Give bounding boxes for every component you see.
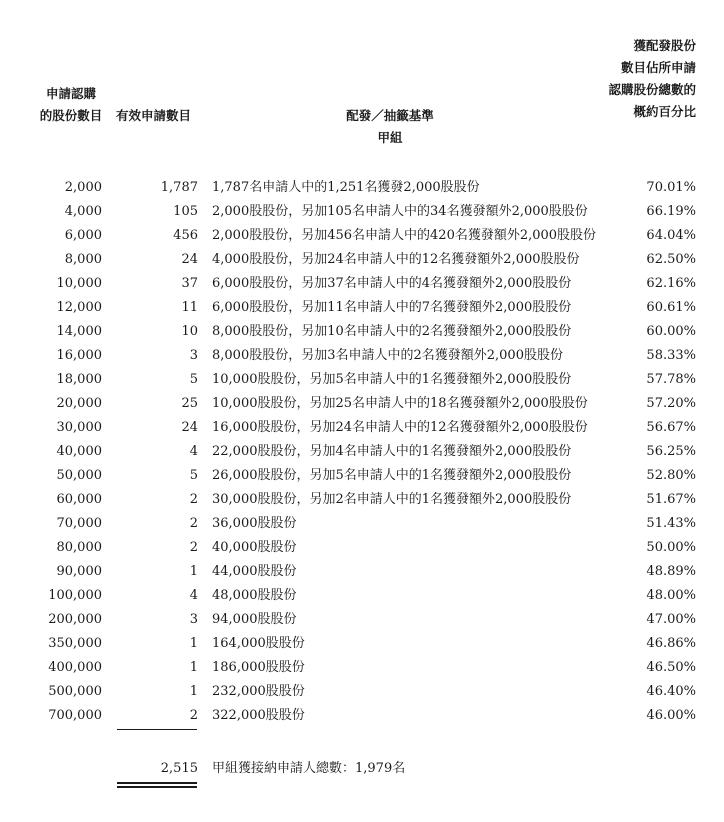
cell-shares: 10,000 (56, 276, 102, 291)
cell-shares: 400,000 (48, 660, 102, 675)
cell-shares: 6,000 (64, 228, 102, 243)
header-percentage (608, 35, 696, 123)
table-row (0, 656, 724, 680)
cell-shares: 18,000 (56, 372, 102, 387)
header-basis-line-2: 甲組 (377, 130, 403, 145)
total-row (0, 757, 724, 781)
cell-applications: 11 (181, 300, 198, 315)
cell-shares: 2,000 (64, 180, 102, 195)
table-row (0, 416, 724, 440)
cell-applications: 5 (189, 468, 198, 483)
cell-percentage: 50.00% (646, 540, 696, 555)
cell-applications: 1 (189, 636, 198, 651)
cell-applications: 25 (181, 396, 198, 411)
cell-percentage: 52.80% (646, 468, 696, 483)
cell-basis: 40,000股股份 (212, 540, 297, 555)
cell-shares: 350,000 (48, 636, 102, 651)
total-accepted-label: 甲組獲接納申請人總數：1,979名 (212, 761, 406, 776)
allocation-table (0, 176, 724, 728)
cell-basis: 1,787名申請人中的1,251名獲發2,000股股份 (212, 180, 480, 195)
cell-percentage: 60.00% (646, 324, 696, 339)
cell-shares: 12,000 (56, 300, 102, 315)
header-basis-line-1: 配發／抽籤基準 (346, 108, 434, 123)
cell-shares: 80,000 (56, 540, 102, 555)
cell-percentage: 46.40% (646, 684, 696, 699)
table-row (0, 536, 724, 560)
cell-percentage: 64.04% (646, 228, 696, 243)
cell-basis: 10,000股股份，另加25名申請人中的18名獲發額外2,000股股份 (212, 396, 588, 411)
cell-percentage: 60.61% (646, 300, 696, 315)
table-row (0, 704, 724, 728)
table-row (0, 488, 724, 512)
cell-basis: 322,000股股份 (212, 708, 305, 723)
cell-applications: 24 (181, 252, 198, 267)
header-shares-line-2: 的股份數目 (39, 108, 103, 123)
cell-shares: 700,000 (48, 708, 102, 723)
cell-shares: 30,000 (56, 420, 102, 435)
cell-basis: 164,000股股份 (212, 636, 305, 651)
cell-applications: 2 (189, 516, 198, 531)
cell-applications: 3 (189, 348, 198, 363)
table-row (0, 224, 724, 248)
cell-basis: 36,000股股份 (212, 516, 297, 531)
cell-applications: 24 (181, 420, 198, 435)
cell-basis: 22,000股股份，另加4名申請人中的1名獲發額外2,000股股份 (212, 444, 572, 459)
table-row (0, 320, 724, 344)
total-rule-double-bottom (117, 786, 197, 788)
cell-shares: 60,000 (56, 492, 102, 507)
cell-shares: 16,000 (56, 348, 102, 363)
total-rule-double-top (117, 782, 197, 784)
cell-applications: 2 (189, 708, 198, 723)
cell-percentage: 46.50% (646, 660, 696, 675)
cell-percentage: 48.00% (646, 588, 696, 603)
cell-percentage: 58.33% (646, 348, 696, 363)
cell-percentage: 56.25% (646, 444, 696, 459)
table-row (0, 368, 724, 392)
table-row (0, 440, 724, 464)
cell-basis: 30,000股股份，另加2名申請人中的1名獲發額外2,000股股份 (212, 492, 572, 507)
cell-basis: 48,000股股份 (212, 588, 297, 603)
cell-percentage: 46.00% (646, 708, 696, 723)
cell-applications: 10 (181, 324, 198, 339)
cell-applications: 5 (189, 372, 198, 387)
cell-percentage: 47.00% (646, 612, 696, 627)
cell-basis: 8,000股股份，另加10名申請人中的2名獲發額外2,000股股份 (212, 324, 572, 339)
table-row (0, 680, 724, 704)
header-pct-line-3: 認購股份總數的 (608, 82, 696, 97)
cell-basis: 94,000股股份 (212, 612, 297, 627)
header-valid-applications (116, 105, 191, 127)
header-pct-line-4: 概約百分比 (633, 104, 696, 119)
header-pct-line-2: 數目佔所申請 (620, 60, 696, 75)
cell-shares: 14,000 (56, 324, 102, 339)
cell-basis: 8,000股股份，另加3名申請人中的2名獲發額外2,000股股份 (212, 348, 563, 363)
total-applications: 2,515 (160, 761, 198, 776)
cell-basis: 6,000股股份，另加11名申請人中的7名獲發額外2,000股股份 (212, 300, 572, 315)
cell-applications: 2 (189, 540, 198, 555)
cell-shares: 200,000 (48, 612, 102, 627)
cell-shares: 4,000 (64, 204, 102, 219)
cell-basis: 44,000股股份 (212, 564, 297, 579)
cell-percentage: 66.19% (646, 204, 696, 219)
cell-basis: 6,000股股份，另加37名申請人中的4名獲發額外2,000股股份 (212, 276, 572, 291)
cell-percentage: 57.20% (646, 396, 696, 411)
cell-shares: 500,000 (48, 684, 102, 699)
table-row (0, 272, 724, 296)
cell-applications: 456 (173, 228, 198, 243)
cell-basis: 186,000股股份 (212, 660, 305, 675)
cell-applications: 37 (181, 276, 198, 291)
cell-basis: 232,000股股份 (212, 684, 305, 699)
cell-basis: 2,000股股份，另加456名申請人中的420名獲發額外2,000股股份 (212, 228, 597, 243)
table-row (0, 464, 724, 488)
total-rule-single (117, 729, 197, 730)
header-pct-line-1: 獲配發股份 (633, 38, 696, 53)
header-allocation-basis (320, 105, 460, 149)
table-row (0, 344, 724, 368)
cell-shares: 100,000 (48, 588, 102, 603)
cell-shares: 50,000 (56, 468, 102, 483)
table-row (0, 248, 724, 272)
cell-basis: 2,000股股份，另加105名申請人中的34名獲發額外2,000股股份 (212, 204, 588, 219)
table-row (0, 608, 724, 632)
table-row (0, 296, 724, 320)
cell-percentage: 70.01% (646, 180, 696, 195)
cell-percentage: 62.16% (646, 276, 696, 291)
cell-percentage: 57.78% (646, 372, 696, 387)
cell-shares: 20,000 (56, 396, 102, 411)
cell-applications: 1 (189, 660, 198, 675)
cell-applications: 3 (189, 612, 198, 627)
header-applications-line-1: 有效申請數目 (116, 108, 192, 123)
cell-basis: 26,000股股份，另加5名申請人中的1名獲發額外2,000股股份 (212, 468, 572, 483)
cell-applications: 1 (189, 684, 198, 699)
cell-percentage: 62.50% (646, 252, 696, 267)
cell-percentage: 51.67% (646, 492, 696, 507)
cell-shares: 70,000 (56, 516, 102, 531)
cell-percentage: 48.89% (646, 564, 696, 579)
table-row (0, 392, 724, 416)
cell-basis: 16,000股股份，另加24名申請人中的12名獲發額外2,000股股份 (212, 420, 588, 435)
header-shares-line-1: 申請認購 (45, 86, 96, 101)
cell-applications: 1 (189, 564, 198, 579)
cell-shares: 90,000 (56, 564, 102, 579)
cell-basis: 10,000股股份，另加5名申請人中的1名獲發額外2,000股股份 (212, 372, 572, 387)
table-row (0, 200, 724, 224)
cell-shares: 8,000 (64, 252, 102, 267)
header-shares-applied (36, 83, 106, 127)
cell-percentage: 46.86% (646, 636, 696, 651)
cell-applications: 105 (173, 204, 198, 219)
cell-applications: 1,787 (160, 180, 198, 195)
cell-applications: 2 (189, 492, 198, 507)
table-row (0, 176, 724, 200)
cell-applications: 4 (189, 444, 198, 459)
table-row (0, 512, 724, 536)
cell-percentage: 56.67% (646, 420, 696, 435)
table-row (0, 632, 724, 656)
cell-shares: 40,000 (56, 444, 102, 459)
table-row (0, 560, 724, 584)
table-row (0, 584, 724, 608)
cell-basis: 4,000股股份，另加24名申請人中的12名獲發額外2,000股股份 (212, 252, 580, 267)
cell-percentage: 51.43% (646, 516, 696, 531)
cell-applications: 4 (189, 588, 198, 603)
